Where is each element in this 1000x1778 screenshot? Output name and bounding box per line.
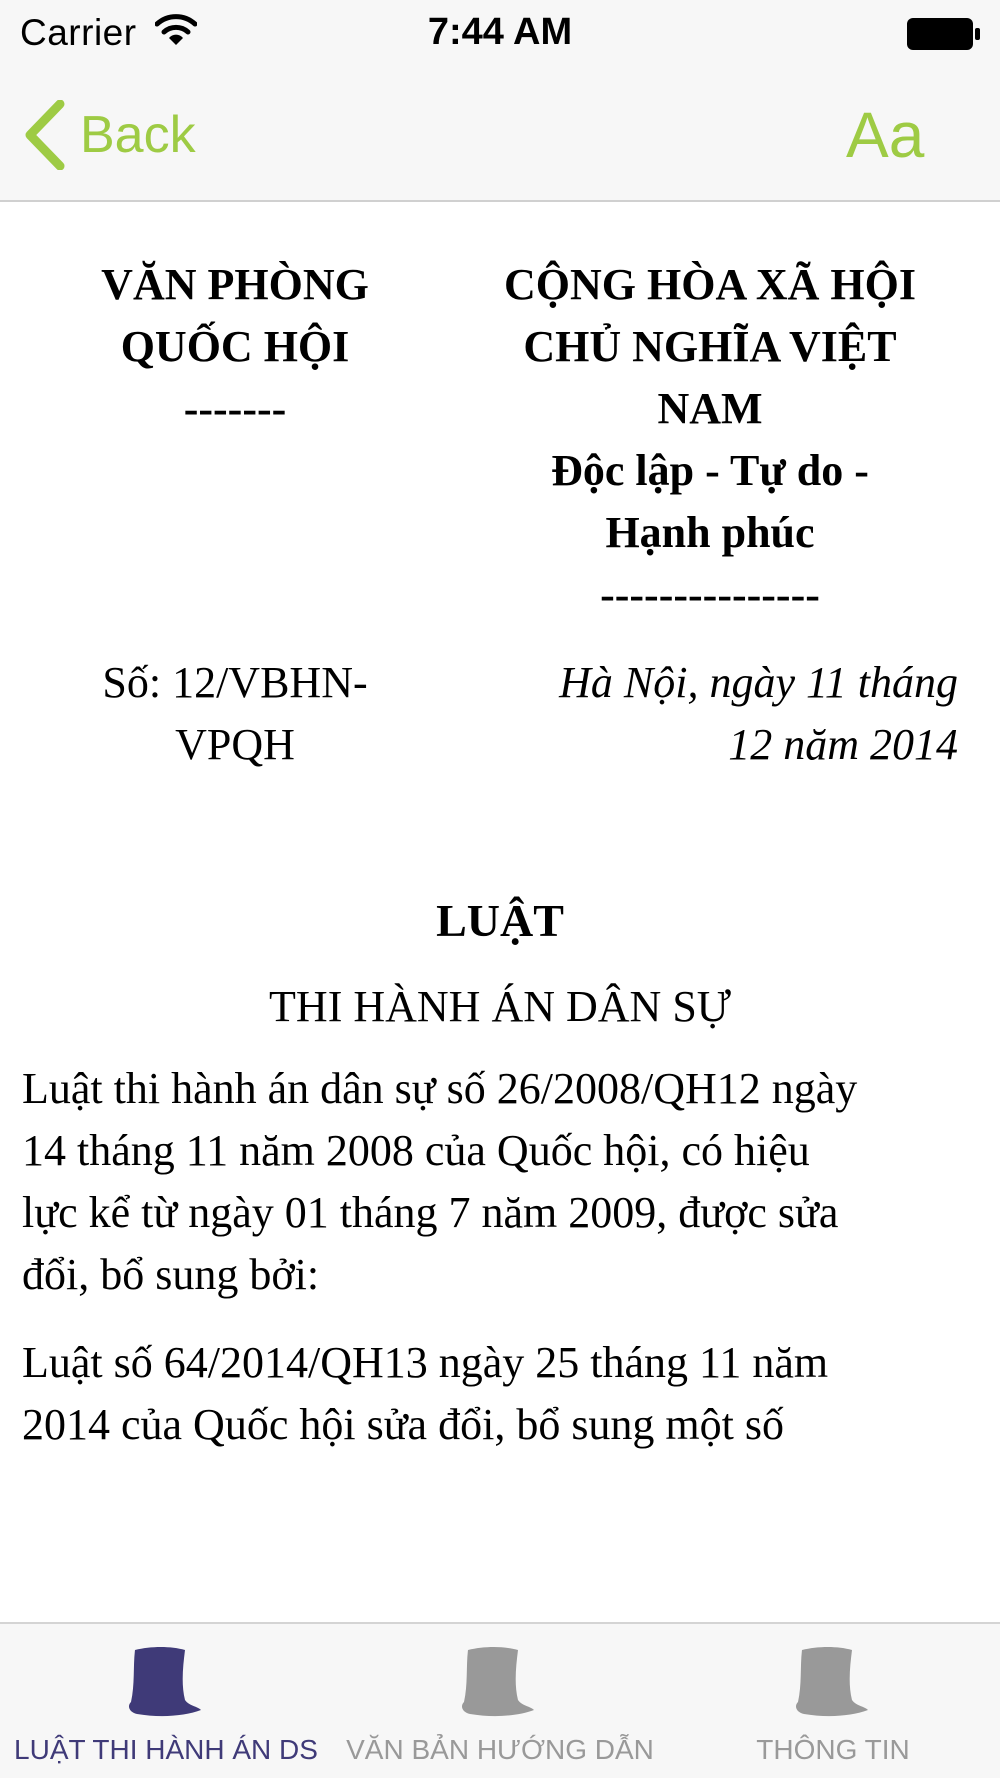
document-date-line: Hà Nội, ngày 11 tháng [559, 658, 958, 707]
paragraph-line: 14 tháng 11 năm 2008 của Quốc hội, có hiệu [22, 1126, 810, 1175]
paragraph-line: Luật số 64/2014/QH13 ngày 25 tháng 11 năm [22, 1338, 829, 1387]
navigation-bar [0, 68, 1000, 202]
national-line: CỘNG HÒA XÃ HỘI [504, 260, 916, 309]
document-number [50, 652, 420, 776]
tab-label: LUẬT THI HÀNH ÁN DS [14, 1734, 318, 1765]
status-bar [0, 0, 1000, 68]
national-line: CHỦ NGHĨA VIỆT [523, 322, 897, 371]
issuer-divider: ------- [183, 384, 287, 433]
law-title: LUẬT [436, 895, 564, 946]
document-number-line: VPQH [175, 720, 295, 769]
document-content[interactable] [0, 204, 1000, 1462]
back-button-label: Back [80, 106, 196, 164]
tab-label: THÔNG TIN [756, 1734, 910, 1765]
back-button[interactable] [22, 98, 196, 172]
tab-bar [0, 1622, 1000, 1778]
status-time: 7:44 AM [427, 11, 573, 53]
paragraph-line: Luật thi hành án dân sự số 26/2008/QH12 ngày [22, 1064, 858, 1113]
paragraph [22, 1332, 982, 1456]
scroll-icon [458, 1644, 538, 1720]
issuer-header [50, 254, 420, 440]
law-subtitle: THI HÀNH ÁN DÂN SỰ [269, 982, 731, 1031]
scroll-icon [125, 1644, 205, 1720]
motto-line: Độc lập - Tự do - [551, 446, 869, 495]
battery-icon [906, 17, 982, 51]
paragraph-line: đổi, bổ sung bởi: [22, 1250, 320, 1299]
scroll-icon [792, 1644, 872, 1720]
document-date [470, 652, 958, 776]
tab-label: VĂN BẢN HƯỚNG DẪN [346, 1734, 654, 1765]
chevron-left-icon [22, 100, 68, 170]
document-date-line: 12 năm 2014 [728, 720, 958, 769]
carrier-label: Carrier [20, 12, 137, 53]
issuer-line: VĂN PHÒNG [101, 260, 369, 309]
issuer-line: QUỐC HỘI [120, 322, 350, 371]
paragraph-line: lực kể từ ngày 01 tháng 7 năm 2009, được sửa [22, 1188, 839, 1237]
paragraph [22, 1058, 982, 1306]
paragraph-line: 2014 của Quốc hội sửa đổi, bổ sung một số [22, 1400, 785, 1449]
national-divider: --------------- [600, 570, 820, 619]
national-line: NAM [657, 384, 763, 433]
font-size-button[interactable]: Aa [846, 99, 925, 171]
national-header [470, 254, 950, 626]
motto-line: Hạnh phúc [605, 508, 815, 557]
document-number-line: Số: 12/VBHN- [102, 658, 368, 707]
